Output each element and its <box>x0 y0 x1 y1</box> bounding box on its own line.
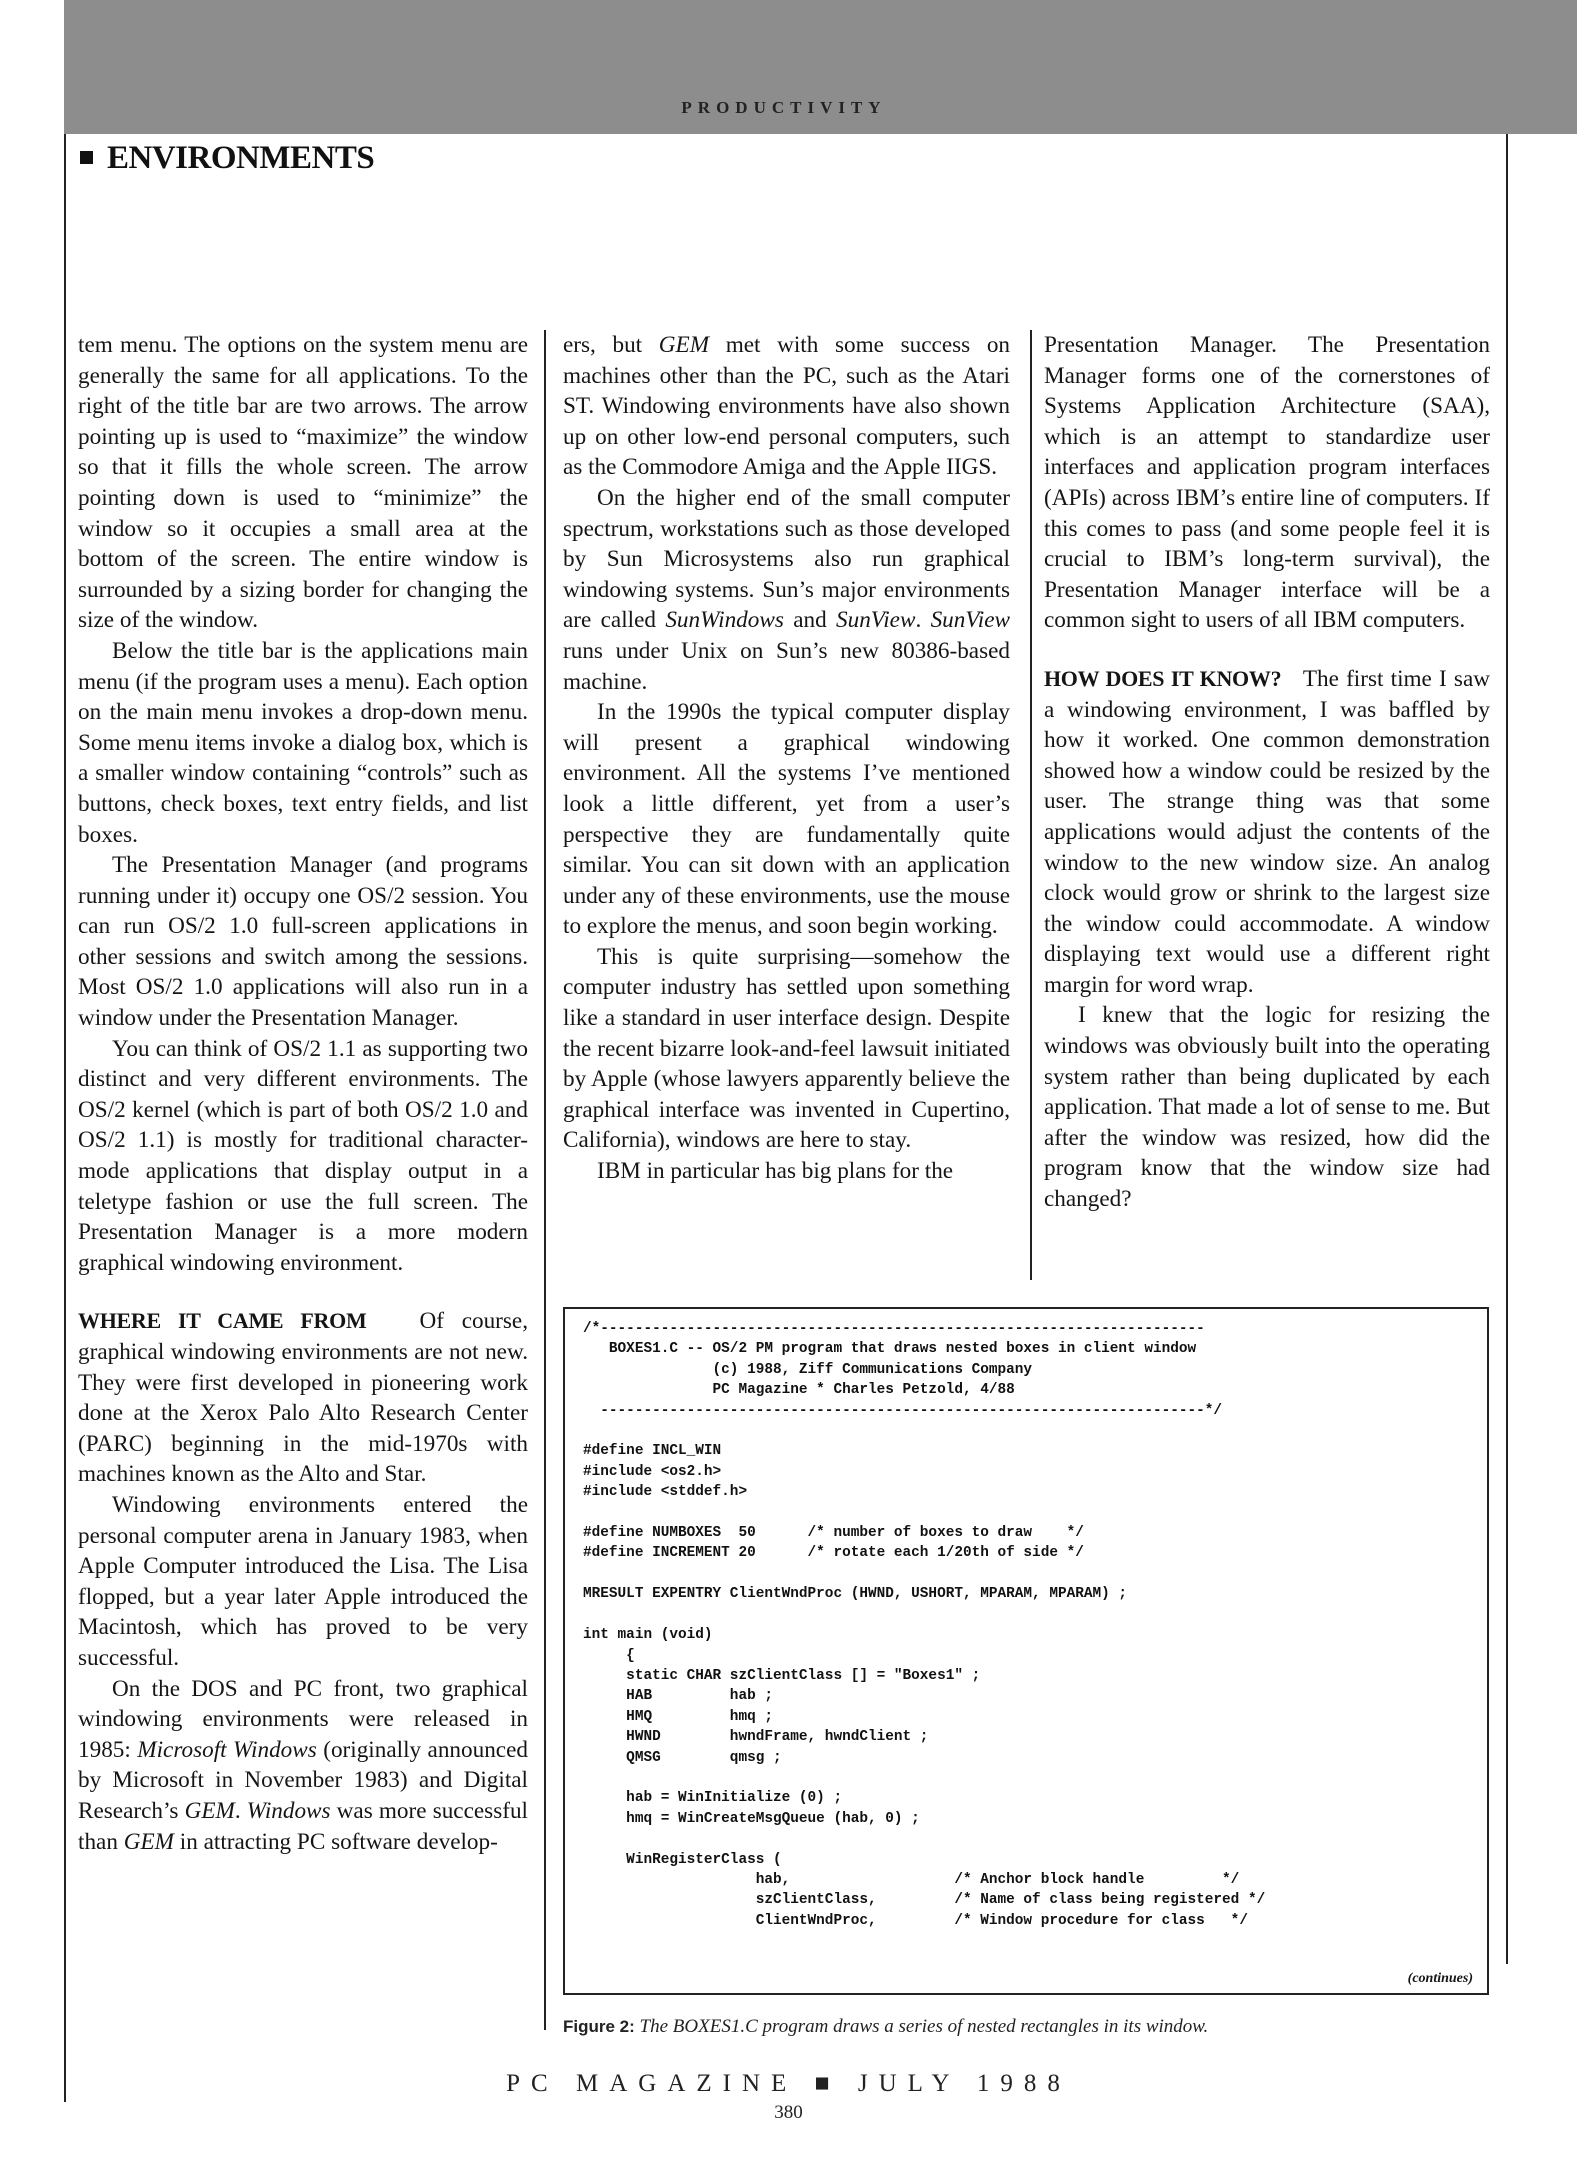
column-rule-1 <box>544 330 546 2030</box>
column-3 <box>1044 330 1490 1215</box>
page-title <box>80 140 374 177</box>
subhead: HOW DOES IT KNOW? <box>1044 665 1282 691</box>
left-margin-rule <box>64 134 66 2102</box>
continues-label: (continues) <box>1407 1971 1473 1986</box>
code-listing: /*---------------------------------------------------------------------- BOXES1.C -- OS/2 PM program that draws nested boxes in client window (c) 1988, Ziff Communications Company PC Magazine * Charles Petzold, 4/88 ----------------------------------------------------------------------*/ #define INCL_WIN #include <os2.h> #include <stddef.h> #define NUMBOXES 50 /* number of boxes to draw */ #define INCREMENT 20 /* rotate each 1/20th of side */ MRESULT EXPENTRY ClientWndProc (HWND, USHORT, MPARAM, MPARAM) ; int main (void) { static CHAR szClientClass [] = "Boxes1" ; HAB hab ; HMQ hmq ; HWND hwndFrame, hwndClient ; QMSG qmsg ; hab = WinInitialize (0) ; hmq = WinCreateMsgQueue (hab, 0) ; WinRegisterClass ( hab, /* Anchor block handle */ szClientClass, /* Name of class being registered */ ClientWndProc, /* Window procedure for class */ <box>583 1321 1266 1929</box>
paragraph: On the higher end of the small computer spectrum, workstations such as those developed by Sun Microsystems also run graphical windowing systems. Sun’s major environments are called SunWindows and SunView. SunView runs under Unix on Sun’s new 80386-based machine. <box>563 484 1010 695</box>
paragraph: tem menu. The options on the system menu are generally the same for all applications. To the right of the title bar are two arrows. The arrow pointing up is used to “maximize” the window so that it fills the whole screen. The arrow pointing down is used to “minimize” the window so it occupies a small area at the bottom of the screen. The entire window is surrounded by a sizing border for changing the size of the window. <box>78 332 528 634</box>
section-label: PRODUCTIVITY <box>681 98 887 117</box>
figure-caption <box>563 2016 1208 2038</box>
page-title-text: ENVIRONMENTS <box>107 140 375 176</box>
right-margin-rule <box>1506 134 1508 1964</box>
figure-label: Figure 2: <box>563 2017 635 2036</box>
paragraph: I knew that the logic for resizing the windows was obviously built into the operating system rather than being duplicated by each application. That made a lot of sense to me. But after the window was resized, how did the program know that the window size had changed? <box>1044 1002 1490 1213</box>
column-rule-2 <box>1030 330 1032 1280</box>
paragraph: WHERE IT CAME FROM Of course, graphical windowing environments are not new. They were first developed in pioneering work done at the Xerox Palo Alto Research Center (PARC) beginning in the mid-1970s with machines known as the Alto and Star. <box>78 1308 529 1488</box>
paragraph: In the 1990s the typical computer display will present a graphical windowing environment. All the systems I’ve mentioned look a little different, yet from a user’s perspective they are fundamentally quite similar. You can sit down with an application under any of these environments, use the mouse to explore the menus, and soon begin working. <box>563 699 1010 940</box>
paragraph: IBM in particular has big plans for the <box>597 1158 954 1185</box>
paragraph: Presentation Manager. The Presentation Manager forms one of the cornerstones of Systems Application Architecture (SAA), which is an attempt to standardize user interfaces and application program interfaces (APIs) across IBM’s entire line of computers. If this comes to pass (and some people feel it is crucial to IBM’s long-term survival), the Presentation Manager interface will be a common sight to users of all IBM computers. <box>1044 332 1490 634</box>
column-1 <box>78 330 528 1857</box>
code-listing-box <box>563 1307 1489 1995</box>
page-number: 380 <box>774 2102 803 2123</box>
footer-magazine: PC MAGAZINE ■ JULY 1988 <box>506 2070 1071 2097</box>
paragraph: HOW DOES IT KNOW? The first time I saw a windowing environment, I was baffled by how it worked. One common demonstration showed how a window could be resized by the user. The strange thing was that some applications would adjust the contents of the window to the new window size. An analog clock would grow or shrink to the largest size the window could accommodate. A window displaying text would use a different right margin for word wrap. <box>1044 665 1490 998</box>
paragraph: This is quite surprising—somehow the computer industry has settled upon something like a standard in user interface design. Despite the recent bizarre look-and-feel lawsuit initiated by Apple (whose lawyers apparently believe the graphical interface was invented in Cupertino, California), windows are here to stay. <box>563 943 1010 1154</box>
paragraph: You can think of OS/2 1.1 as supporting two distinct and very different environments. The OS/2 kernel (which is part of both OS/2 1.0 and OS/2 1.1) is mostly for traditional character-mode applications that display output in a teletype fashion or use the full screen. The Presentation Manager is a more modern graphical windowing environment. <box>78 1035 528 1276</box>
paragraph: ers, but GEM met with some success on machines other than the PC, such as the Atari ST. Windowing environments have also shown up on other low-end personal computers, such as the Commodore Amiga and the Apple IIGS. <box>563 332 1011 481</box>
figure-caption-text: The BOXES1.C program draws a series of nested rectangles in its window. <box>634 2016 1209 2037</box>
paragraph: Windowing environments entered the personal computer arena in January 1983, when Apple Computer introduced the Lisa. The Lisa flopped, but a year later Apple introduced the Macintosh, which has proved to be very successful. <box>78 1491 528 1671</box>
paragraph: Below the title bar is the applications main menu (if the program uses a menu). Each option on the main menu invokes a drop-down menu. Some menu items invoke a dialog box, which is a smaller window containing “controls” such as buttons, check boxes, text entry fields, and list boxes. <box>78 637 528 848</box>
paragraph: The Presentation Manager (and programs running under it) occupy one OS/2 session. You can run OS/2 1.0 full-screen applications in other sessions and switch among the sessions. Most OS/2 1.0 applications will also run in a window under the Presentation Manager. <box>78 852 528 1032</box>
paragraph: On the DOS and PC front, two graphical windowing environments were released in 1985: Microsoft Windows (originally announced by Microsoft in November 1983) and Digital Research’s GEM. Windows was more successful than GEM in attracting PC software develop- <box>78 1675 528 1855</box>
subhead: WHERE IT CAME FROM <box>78 1308 367 1334</box>
column-2 <box>563 330 1010 1187</box>
bullet-square-icon <box>80 151 93 164</box>
